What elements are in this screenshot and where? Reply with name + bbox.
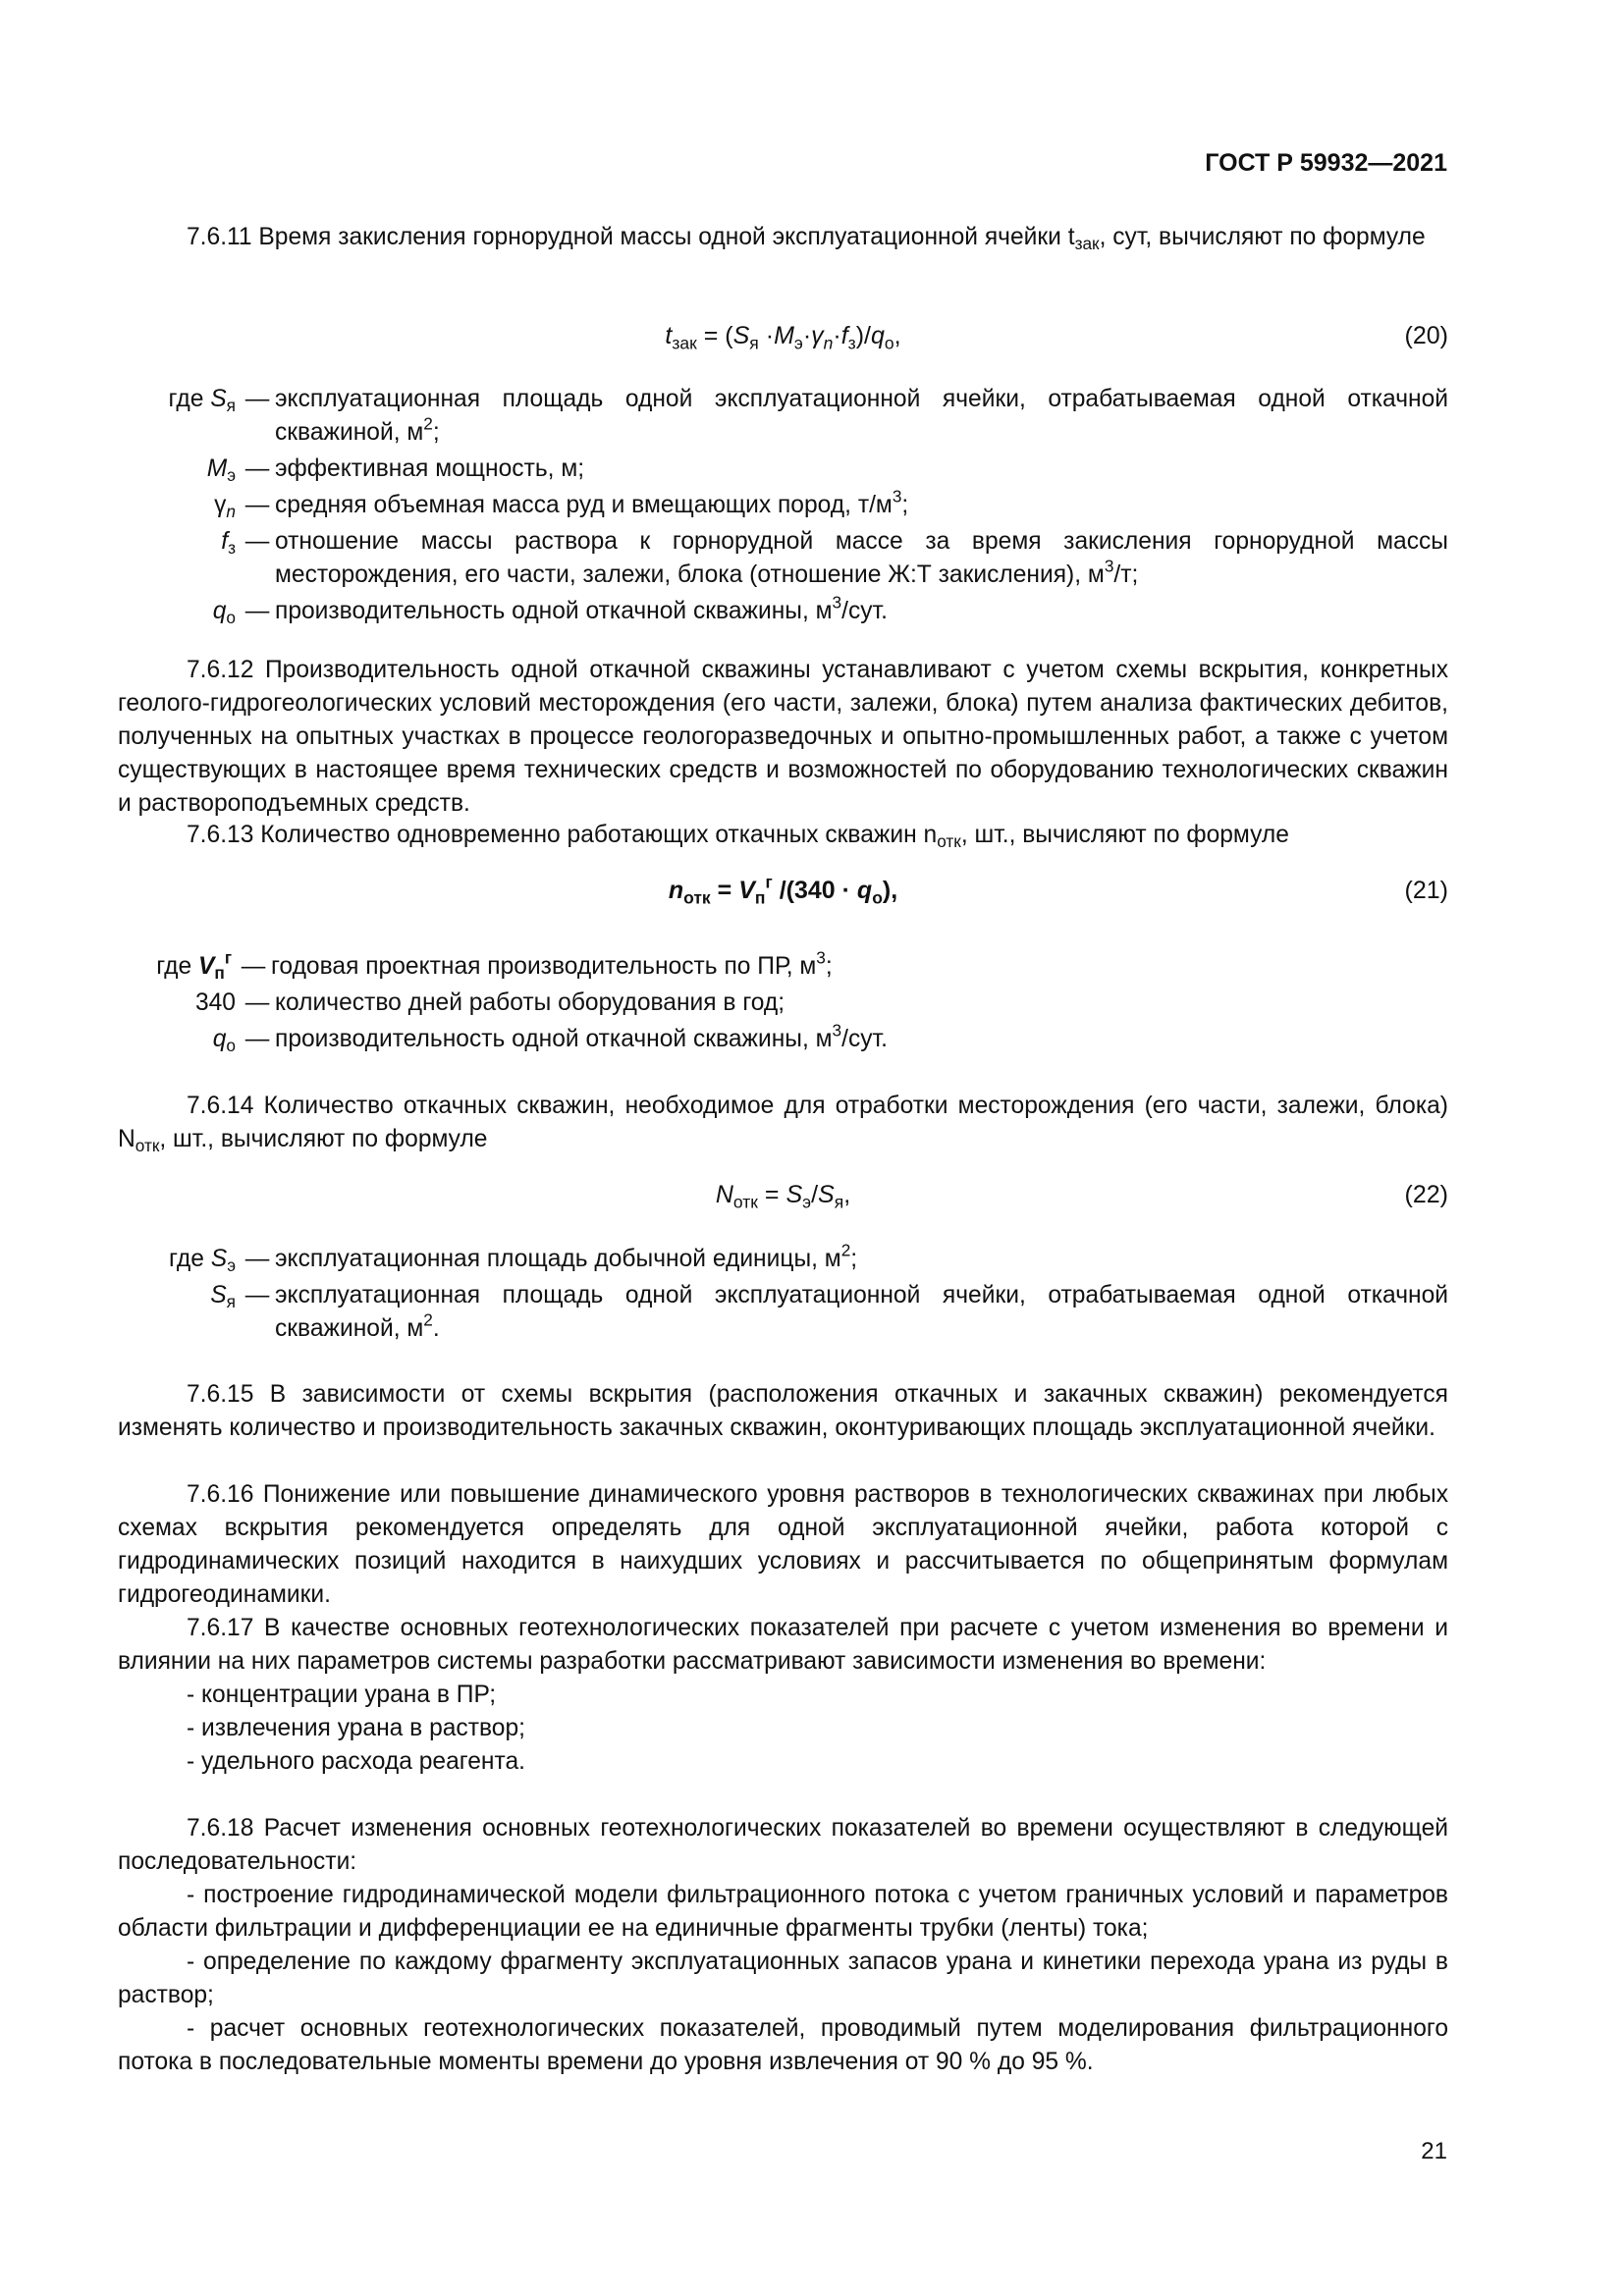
formula-20-expression: $t_{зак} = (S_я \cdot M_э\cdot\gamma_n\cdot f_з)/q_о$, [665, 322, 901, 353]
definition-item: $q_о$ — производительность одной откачной скважины, $м^3$/сут. [212, 1020, 888, 1056]
definition-item: где $V_п^г$ — годовая проектная производительность по ПР, $м^3$; [156, 947, 833, 984]
formula-22 [118, 1181, 1448, 1216]
definitions-20 [118, 383, 1448, 631]
paragraph-7-6-16: 7.6.16 Понижение или повышение динамического уровня растворов в технологических скважинах при любых схемах вскрытия рекомендуется определять для одной эксплуатационной ячейки, работа которой с гидродинамических позиций находится в наихудших условиях и рассчитывается по общепринятым формулам гидрогеодинамики. [118, 1481, 1448, 1608]
list-item: - построение гидродинамической модели фильтрационного потока с учетом граничных условий и параметров области фильтрации и дифференциации ее на единичные фрагменты трубки (ленты) тока; [118, 1882, 1448, 1942]
paragraph-7-6-11: 7.6.11 Время закисления горнорудной массы одной эксплуатационной ячейки $t_{зак}$, сут, вычисляют по формуле [187, 224, 1426, 254]
formula-21-number: (21) [1404, 877, 1448, 904]
page-number: 21 [1421, 2138, 1447, 2164]
list-item: - концентрации урана в ПР; [187, 1682, 497, 1708]
definition-item: $\gamma_n$ — средняя объемная масса руд и вмещающих пород, $т/м^3$; [214, 486, 909, 522]
formula-20 [118, 322, 1448, 357]
formula-21-expression: $n_{отк} = V_п^г$ $/(340 \cdot q_о)$, [668, 872, 898, 908]
definition-item: $f_з$ — отношение массы раствора к горнорудной массе за время закисления горнорудной массы месторождения, его части, залежи, блока (отношение Ж:Т закисления), $м^3/т$; [221, 528, 1448, 588]
list-item: - удельного расхода реагента. [187, 1748, 525, 1775]
list-item: - расчет основных геотехнологических показателей, проводимый путем моделирования фильтрационного потока в последовательные моменты времени до уровня извлечения от 90 % до 95 %. [118, 2015, 1448, 2075]
definition-item: 340 — количество дней работы оборудования в год; [194, 989, 785, 1016]
definition-item: $M_э$ — эффективная мощность, м; [206, 455, 585, 486]
paragraph-7-6-18: 7.6.18 Расчет изменения основных геотехнологических показателей во времени осуществляют в следующей последовательности: - построение гидродинамической модели фильтрационного потока с учетом граничных условий и параметров области фильтрации и дифференциации ее на единичные фрагменты трубки (ленты) тока; - определение по каждому фрагменту эксплуатационных запасов урана и кинетики перехода урана из руды в раствор; - расчет основных геотехнологических показателей, проводимый путем моделирования фильтрационного потока в последовательные моменты времени до уровня извлечения от 90 % до 95 %. [118, 1812, 1448, 2079]
formula-21 [118, 872, 1448, 912]
document-code: ГОСТ Р 59932—2021 [1205, 149, 1447, 177]
definition-item: где $S_э$ — эксплуатационная площадь добычной единицы, $м^2$; [169, 1240, 858, 1276]
paragraph-7-6-15: 7.6.15 В зависимости от схемы вскрытия (расположения откачных и закачных скважин) рекомендуется изменять количество и производительность закачных скважин, оконтуривающих площадь эксплуатационной ячейки. [118, 1381, 1448, 1441]
formula-22-expression: $N_{отк} = S_э/S_я$, [715, 1181, 851, 1212]
paragraph-7-6-14: 7.6.14 Количество откачных скважин, необходимое для отработки месторождения (его части, залежи, блока) $N_{отк}$, шт., вычисляют по формуле [118, 1093, 1448, 1156]
list-item: - извлечения урана в раствор; [187, 1715, 525, 1741]
paragraph-7-6-12: 7.6.12 Производительность одной откачной скважины устанавливают с учетом схемы вскрытия, конкретных геолого-гидрогеологических условий месторождения (его части, залежи, блока) путем анализа фактических дебитов, полученных на опытных участках в процессе геологоразведочных и опытно-промышленных работ, а также с учетом существующих в настоящее время технических средств и возможностей по оборудованию технологических скважин и раствороподъемных средств. [118, 657, 1448, 817]
formula-22-number: (22) [1404, 1181, 1448, 1208]
list-item: - определение по каждому фрагменту эксплуатационных запасов урана и кинетики перехода урана из руды в раствор; [118, 1949, 1448, 2008]
definition-item: $S_я$ — эксплуатационная площадь одной эксплуатационной ячейки, отрабатываемая одной откачной скважиной, $м^2$. [210, 1282, 1448, 1342]
definition-item: где $S_я$ — эксплуатационная площадь одной эксплуатационной ячейки, отрабатываемая одной откачной скважиной, $м^2$; [168, 386, 1448, 446]
definitions-21 [118, 947, 1448, 1059]
paragraph-7-6-13: 7.6.13 Количество одновременно работающих откачных скважин $n_{отк}$, шт., вычисляют по формуле [187, 822, 1289, 852]
paragraph-7-6-17: 7.6.17 В качестве основных геотехнологических показателей при расчете с учетом изменения во времени и влиянии на них параметров системы разработки рассматривают зависимости изменения во времени: - концентрации урана в ПР; - извлечения урана в раствор; - удельного расхода реагента. [118, 1612, 1448, 1779]
definition-item: $q_о$ — производительность одной откачной скважины, $м^3$/сут. [212, 592, 888, 628]
definitions-22 [118, 1240, 1448, 1349]
formula-20-number: (20) [1404, 322, 1448, 349]
